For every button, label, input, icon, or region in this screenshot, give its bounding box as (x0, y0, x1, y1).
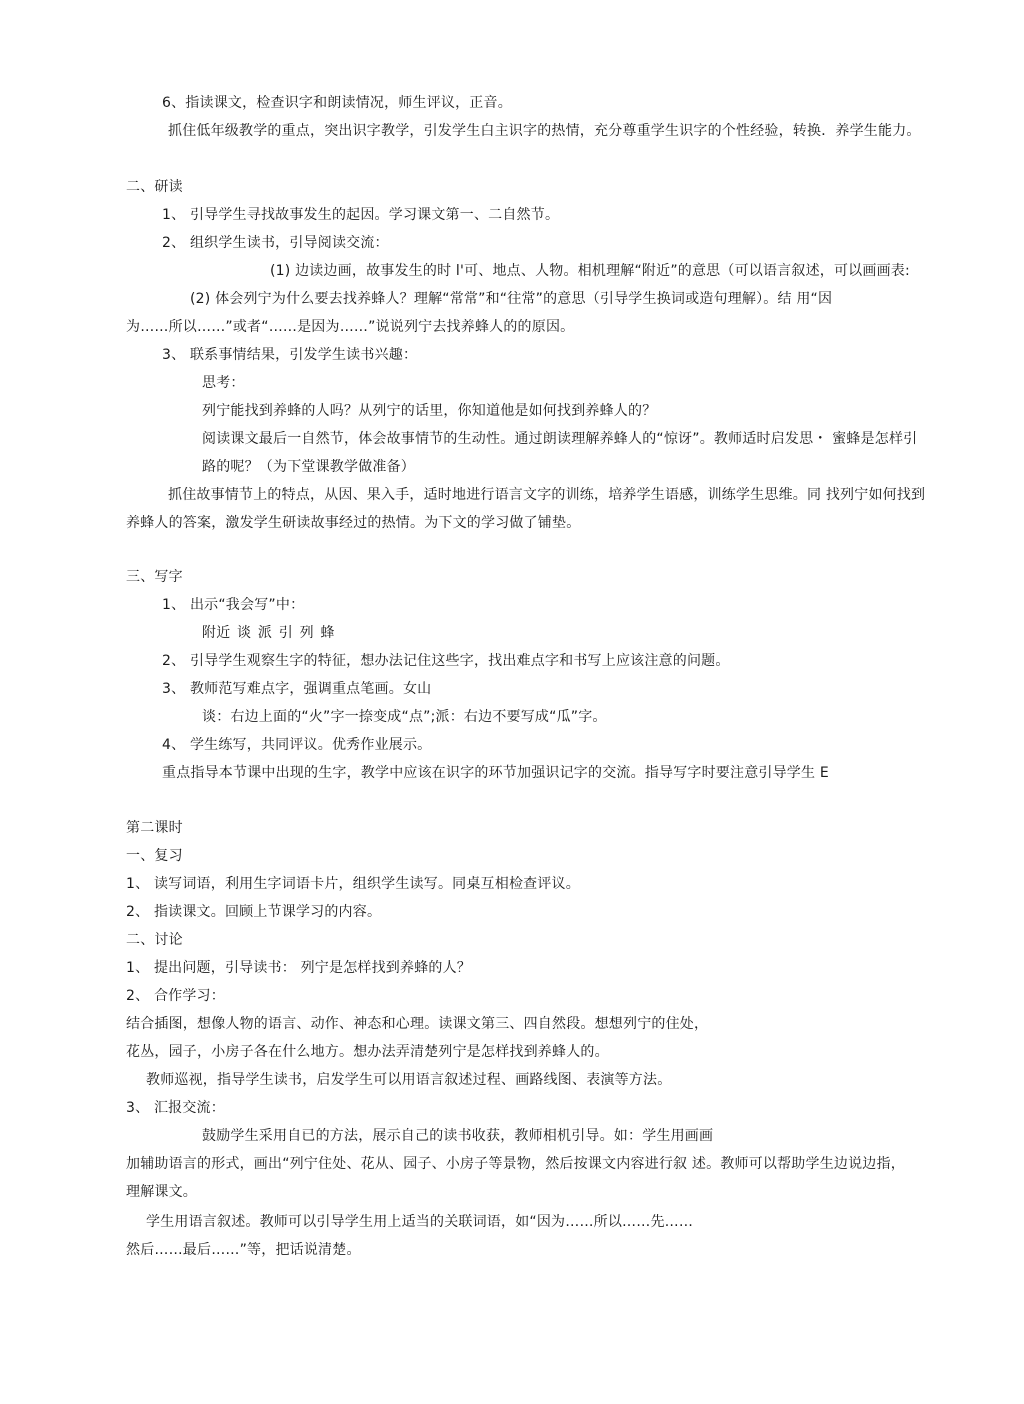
lesson-2-title: 第二课时 (126, 820, 183, 836)
design-note-1: 抓住低年级教学的重点，突出识字教学，引发学生白主识字的热情，充分尊重学生识字的个性经验，转换．养学生能力。 (168, 123, 921, 139)
section-3-item-3: 3、 教师范写难点字，强调重点笔画。女山 (162, 681, 432, 697)
discussion-item-2-text-1: 结合插图，想像人物的语言、动作、神态和心理。读课文第三、四自然段。想想列宁的住处， (126, 1016, 709, 1032)
question-2-cont: 路的呢？（为下堂课教学做准备） (202, 459, 415, 475)
section-2-item-1: 1、 引导学生寻找故事发生的起因。学习课文第一、二自然节。 (162, 207, 560, 223)
review-item-2: 2、 指读课文。回顾上节课学习的内容。 (126, 904, 382, 920)
section-3-heading: 三、写字 (126, 569, 183, 585)
discussion-item-2: 2、 合作学习： (126, 988, 225, 1004)
discussion-item-3-text-4: 学生用语言叙述。教师可以引导学生用上适当的关联词语，如“因为……所以……先…… (146, 1214, 694, 1230)
discussion-item-1: 1、 提出问题，引导读书： 列宁是怎样找到养蜂的人？ (126, 960, 472, 976)
review-item-1: 1、 读写词语，利用生字词语卡片，组织学生读写。同桌互相检查评议。 (126, 876, 580, 892)
section-3-item-4: 4、 学生练写，共同评议。优秀作业展示。 (162, 737, 432, 753)
section-3-item-1: 1、 出示“我会写”中： (162, 597, 305, 613)
character-list: 附近 谈 派 引 列 蜂 (202, 625, 335, 641)
section-2-heading: 二、研读 (126, 179, 183, 195)
design-note-2-cont: 养蜂人的答案，激发学生研读故事经过的热情。为下文的学习做了铺垫。 (126, 515, 581, 531)
section-2-item-2-sub-1: (1) 边读边画，故事发生的时 l'可、地点、人物。相机理解“附近”的意思（可以语言叙述，可以画画表: (270, 263, 910, 279)
discussion-item-3: 3、 汇报交流： (126, 1100, 225, 1116)
question-2: 阅读课文最后一自然节，体会故事情节的生动性。通过朗读理解养蜂人的“惊讶”。教师适时启发思・ 蜜蜂是怎样引 (202, 431, 918, 447)
discussion-heading: 二、讨论 (126, 932, 183, 948)
section-3-item-2: 2、 引导学生观察生字的特征，想办法记住这些字，找出难点字和书写上应该注意的问题。 (162, 653, 730, 669)
review-heading: 一、复习 (126, 848, 183, 864)
section-2-item-2-sub-2: (2) 体会列宁为什么要去找养蜂人？理解“常常”和“往常”的意思（引导学生换词或造句理解）。结 用“因 (190, 291, 833, 307)
section-2-item-3: 3、 联系事情结果，引发学生读书兴趣： (162, 347, 418, 363)
section-3-item-3-detail: 谈：右边上面的“火”字一捺变成“点”;派：右边不要写成“瓜”字。 (202, 709, 607, 725)
discussion-item-2-text-2: 花丛，园子，小房子各在什么地方。想办法弄清楚列宁是怎样找到养蜂人的。 (126, 1044, 609, 1060)
design-note-3: 重点指导本节课中出现的生字，教学中应该在识字的环节加强识记字的交流。指导写字时要注意引导学生 E (162, 765, 829, 781)
discussion-item-3-text-1: 鼓励学生采用自已的方法，展示自己的读书收获，教师相机引导。如：学生用画画 (202, 1128, 714, 1144)
design-note-2: 抓住故事情节上的特点，从因、果入手，适时地进行语言文字的训练，培养学生语感，训练学生思维。同 找列宁如何找到 (168, 487, 926, 503)
step-6-line: 6、指读课文，检查识字和朗读情况，师生评议，正音。 (162, 95, 512, 111)
discussion-item-3-text-3: 理解课文。 (126, 1184, 197, 1200)
discussion-item-3-text-5: 然后……最后……”等，把话说清楚。 (126, 1242, 361, 1258)
section-2-item-2: 2、 组织学生读书，引导阅读交流： (162, 235, 389, 251)
question-1: 列宁能找到养蜂的人吗？从列宁的话里，你知道他是如何找到养蜂人的？ (202, 403, 657, 419)
discussion-item-2-text-3: 教师巡视，指导学生读书，启发学生可以用语言叙述过程、画路线图、表演等方法。 (146, 1072, 672, 1088)
section-2-item-2-sub-2-cont: 为……所以……”或者“……是因为……”说说列宁去找养蜂人的的原因。 (126, 319, 575, 335)
discussion-item-3-text-2: 加辅助语言的形式，画出“列宁住处、花从、园子、小房子等景物，然后按课文内容进行叙 述。教师可以帮助学生边说边指， (126, 1156, 905, 1172)
think-label: 思考： (202, 375, 245, 391)
